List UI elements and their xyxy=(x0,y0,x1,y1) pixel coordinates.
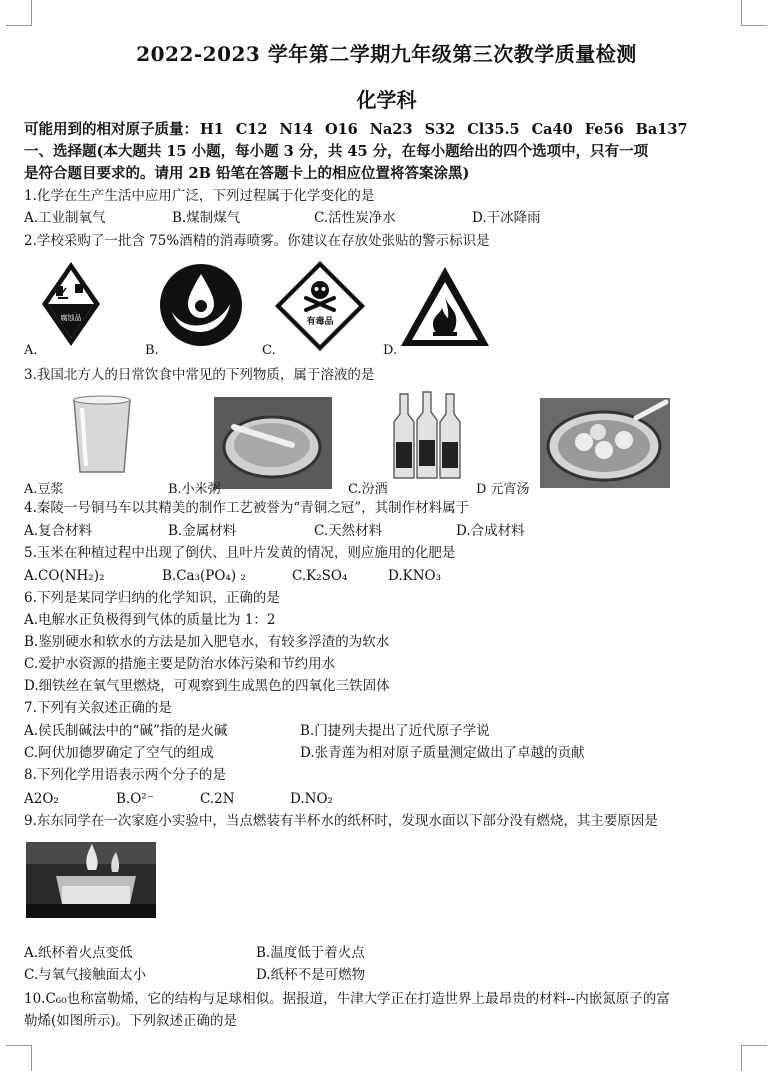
q7-option-a: A.侯氏制碱法中的“碱”指的是火碱 xyxy=(24,723,228,739)
toxic-sign-text: 有毒品 xyxy=(306,317,334,327)
water-drop-sign-icon xyxy=(158,262,244,348)
q7-option-b: B.门捷列夫提出了近代原子学说 xyxy=(300,723,490,739)
atomic-mass-h: H1 xyxy=(200,121,224,138)
q5-option-c: C.K₂SO₄ xyxy=(292,568,348,584)
q10-stem-line2: 勒烯(如图所示)。下列叙述正确的是 xyxy=(24,1013,238,1029)
toxic-sign-icon xyxy=(272,258,368,354)
q9-option-a: A.纸杯着火点变低 xyxy=(24,945,133,961)
crop-mark-top-left xyxy=(6,0,32,26)
soy-milk-glass-icon xyxy=(66,392,138,478)
exam-subject: 化学科 xyxy=(356,88,417,112)
q1-option-d: D.干冰降雨 xyxy=(472,210,541,226)
q8-option-b: B.O²⁻ xyxy=(116,791,154,807)
yuanxiao-soup-photo xyxy=(540,398,670,488)
q3-stem: 3.我国北方人的日常饮食中常见的下列物质，属于溶液的是 xyxy=(24,367,375,383)
atomic-mass-fe: Fe56 xyxy=(584,121,624,138)
q4-option-d: D.合成材料 xyxy=(456,523,525,539)
crop-mark-bottom-right xyxy=(741,1045,767,1071)
q2-option-d: D. xyxy=(383,343,398,358)
q6-stem: 6.下列是某同学归纳的化学知识，正确的是 xyxy=(24,590,280,606)
atomic-mass-ca: Ca40 xyxy=(531,121,573,138)
q8-stem: 8.下列化学用语表示两个分子的是 xyxy=(24,767,226,783)
crop-mark-top-right xyxy=(741,0,767,26)
q2-option-a: A. xyxy=(24,343,38,358)
fen-liquor-bottles-icon xyxy=(390,390,464,482)
q2-option-c: C. xyxy=(262,343,276,358)
atomic-mass-ba: Ba137 xyxy=(635,121,688,138)
q6-option-d: D.细铁丝在氧气里燃烧，可观察到生成黑色的四氧化三铁固体 xyxy=(24,678,390,694)
q8-option-d: D.NO₂ xyxy=(290,791,333,807)
atomic-mass-o: O16 xyxy=(324,121,358,138)
atomic-mass-s: S32 xyxy=(424,121,456,138)
corrosive-sign-text: 腐蚀品 xyxy=(60,314,82,322)
q7-option-c: C.阿伏加德罗确定了空气的组成 xyxy=(24,745,214,761)
section-instructions-line1: 一、选择题(本大题共 15 小题，每小题 3 分，共 45 分，在每小题给出的四个选项中，只有一项 xyxy=(24,143,649,160)
atomic-mass-cl: Cl35.5 xyxy=(467,121,520,138)
q5-stem: 5.玉米在种植过程中出现了倒伏、且叶片发黄的情况，则应施用的化肥是 xyxy=(24,545,456,561)
q5-option-a: A.CO(NH₂)₂ xyxy=(24,568,105,584)
q1-stem: 1.化学在生产生活中应用广泛，下列过程属于化学变化的是 xyxy=(24,188,375,204)
q6-option-b: B.鉴别硬水和软水的方法是加入肥皂水，有较多浮渣的为软水 xyxy=(24,634,390,650)
flammable-sign-icon xyxy=(398,264,492,350)
q4-option-a: A.复合材料 xyxy=(24,523,93,539)
section-instructions-line2: 是符合题目要求的。请用 2B 铅笔在答题卡上的相应位置将答案涂黑) xyxy=(24,165,470,182)
q5-option-d: D.KNO₃ xyxy=(388,568,442,584)
q2-stem: 2.学校采购了一批含 75%酒精的消毒喷雾。你建议在存放处张贴的警示标识是 xyxy=(24,233,490,249)
crop-mark-bottom-left xyxy=(6,1045,32,1071)
atomic-mass-line xyxy=(24,121,700,139)
q9-option-d: D.纸杯不是可燃物 xyxy=(256,967,366,983)
q3-option-a: A.豆浆 xyxy=(24,482,64,497)
atomic-mass-label: 可能用到的相对原子质量： xyxy=(24,121,198,138)
q3-option-d: D 元宵汤 xyxy=(476,482,530,497)
q8-option-a: A2O₂ xyxy=(24,791,59,807)
q10-stem-line1: 10.C₆₀也称富勒烯，它的结构与足球相似。据报道，牛津大学正在打造世界上最昂贵的材料--内嵌氮原子的富 xyxy=(24,991,670,1007)
q8-option-c: C.2N xyxy=(200,791,235,807)
exam-title: 2022-2023 学年第二学期九年级第三次教学质量检测 xyxy=(136,42,637,66)
q4-option-c: C.天然材料 xyxy=(314,523,383,539)
q9-stem: 9.东东同学在一次家庭小实验中，当点燃装有半杯水的纸杯时，发现水面以下部分没有燃烧，其主要原因是 xyxy=(24,813,658,829)
q9-option-c: C.与氧气接触面太小 xyxy=(24,967,147,983)
q7-option-d: D.张青莲为相对原子质量测定做出了卓越的贡献 xyxy=(300,745,585,761)
q4-option-b: B.金属材料 xyxy=(168,523,237,539)
q3-option-c: C.汾酒 xyxy=(348,482,388,497)
atomic-mass-n: N14 xyxy=(279,121,313,138)
q6-option-a: A.电解水正负极得到气体的质量比为 1：2 xyxy=(24,612,276,628)
q7-stem: 7.下列有关叙述正确的是 xyxy=(24,700,172,716)
q4-stem: 4.秦陵一号铜马车以其精美的制作工艺被誉为“青铜之冠”，其制作材料属于 xyxy=(24,500,470,516)
q6-option-c: C.爱护水资源的措施主要是防治水体污染和节约用水 xyxy=(24,656,336,672)
q2-option-b: B. xyxy=(145,343,159,358)
q9-option-b: B.温度低于着火点 xyxy=(256,945,365,961)
paper-cup-experiment-photo xyxy=(26,842,156,918)
q3-option-b: B.小米粥 xyxy=(168,482,221,497)
q1-option-b: B.煤制煤气 xyxy=(172,210,241,226)
millet-porridge-photo xyxy=(214,397,332,489)
q1-option-a: A.工业制氧气 xyxy=(24,210,106,226)
atomic-mass-na: Na23 xyxy=(369,121,413,138)
atomic-mass-c: C12 xyxy=(235,121,268,138)
q1-option-c: C.活性炭净水 xyxy=(314,210,396,226)
corrosive-sign-icon xyxy=(38,258,104,354)
q5-option-b: B.Ca₃(PO₄) ₂ xyxy=(162,568,246,584)
